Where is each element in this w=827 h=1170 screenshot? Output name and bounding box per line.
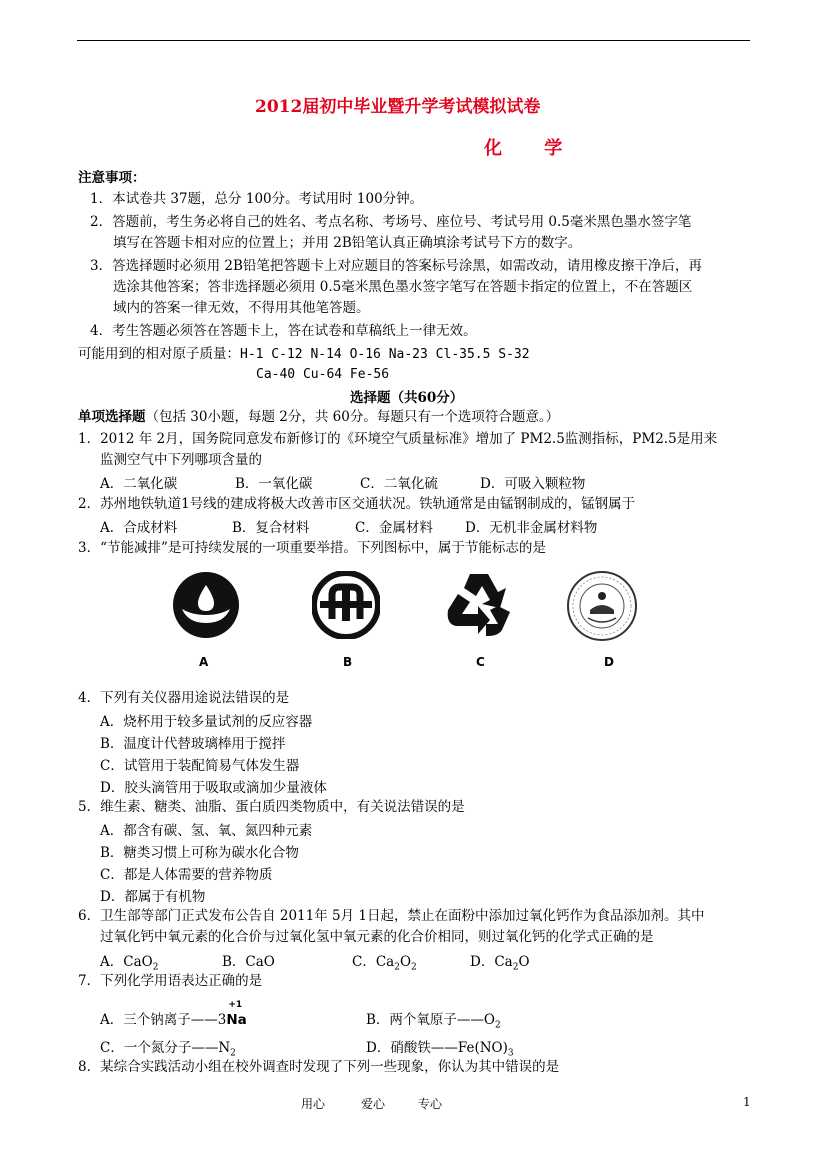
atomic-mass-line2: Ca-40 Cu-64 Fe-56 bbox=[256, 367, 390, 382]
footer-motto-3: 专心 bbox=[418, 1097, 443, 1111]
q6-option-d-sub: 2 bbox=[512, 962, 519, 973]
page-number: 1 bbox=[743, 1095, 751, 1109]
q2-option-a[interactable]: A．合成材料 bbox=[100, 520, 178, 536]
q2-stem: 2．苏州地铁轨道1号线的建成将极大改善市区交通状况。铁轨通常是由锰钢制成的，锰钢属于 bbox=[78, 496, 636, 512]
q7-option-a-charge: +1 bbox=[228, 1000, 243, 1010]
q2-option-b[interactable]: B．复合材料 bbox=[232, 520, 310, 536]
q6-stem: 6．卫生部等部门正式发布公告自 2011年 5月 1日起，禁止在面粉中添加过氧化钙作为食品添加剂。其中 bbox=[78, 908, 705, 924]
section-subtitle-rest: （包括 30小题，每题 2分，共 60分。每题只有一个选项符合题意。） bbox=[145, 409, 560, 425]
q4-option-a[interactable]: A．烧杯用于较多量试剂的反应容器 bbox=[100, 714, 313, 730]
q6-option-c-text: C．Ca bbox=[352, 954, 395, 970]
q7-stem: 7．下列化学用语表达正确的是 bbox=[78, 973, 263, 989]
footer-motto-1: 用心 bbox=[301, 1097, 326, 1111]
q7-option-a-text: A．三个钠离子——3 bbox=[100, 1012, 227, 1028]
q6-option-a[interactable] bbox=[100, 950, 158, 973]
q6-option-a-sub: 2 bbox=[152, 962, 159, 973]
footer-motto-2: 爱心 bbox=[361, 1097, 386, 1111]
q2-option-d[interactable]: D．无机非金属材料物 bbox=[465, 520, 598, 536]
q5-option-b[interactable]: B．糖类习惯上可称为碳水化合物 bbox=[100, 845, 299, 861]
q5-option-c[interactable]: C．都是人体需要的营养物质 bbox=[100, 867, 273, 883]
notice-item-1: 1．本试卷共 37题，总分 100分。考试用时 100分钟。 bbox=[90, 191, 424, 207]
recycle-logo-c[interactable] bbox=[440, 566, 518, 644]
q6-option-d-text: D．Ca bbox=[470, 954, 513, 970]
q7-option-b-text: B．两个氧原子——O bbox=[366, 1012, 495, 1028]
q5-option-a[interactable]: A．都含有碳、氢、氧、氮四种元素 bbox=[100, 823, 313, 839]
logo-label-c: C bbox=[476, 655, 485, 669]
notice-item-3: 3．答选择题时必须用 2B铅笔把答题卡上对应题目的答案标号涂黑，如需改动，请用橡皮擦干净后，再 bbox=[90, 258, 702, 274]
q4-option-b[interactable]: B．温度计代替玻璃棒用于搅拌 bbox=[100, 736, 286, 752]
q6-option-c-tail: O bbox=[399, 954, 412, 970]
section-subtitle-bold: 单项选择题 bbox=[78, 409, 146, 425]
q7-option-d-sub: 3 bbox=[507, 1048, 514, 1059]
environmental-label-logo-d[interactable] bbox=[566, 570, 638, 642]
q6-option-b[interactable] bbox=[222, 950, 275, 970]
atomic-mass-caption: 可能用到的相对原子质量： bbox=[78, 346, 240, 362]
q7-option-c[interactable] bbox=[100, 1036, 236, 1059]
q1-stem: 1．2012 年 2月，国务院同意发布新修订的《环境空气质量标准》增加了 PM2.5监测指标，PM2.5是用来 bbox=[78, 431, 718, 447]
q7-option-b[interactable] bbox=[366, 1008, 501, 1031]
q7-option-c-sub: 2 bbox=[230, 1048, 236, 1059]
q6-option-d-tail: O bbox=[518, 954, 530, 970]
notice-item-4: 4．考生答题必须答在答题卡上，答在试卷和草稿纸上一律无效。 bbox=[90, 323, 477, 339]
q7-option-a[interactable] bbox=[100, 1000, 247, 1028]
q7-option-a-symbol bbox=[226, 1000, 247, 1028]
q4-option-c[interactable]: C．试管用于装配简易气体发生器 bbox=[100, 758, 300, 774]
q1-option-c[interactable]: C．二氧化硫 bbox=[360, 476, 438, 492]
notice-item-3-cont: 选涂其他答案；答非选择题必须用 0.5毫米黑色墨水签字笔写在答题卡指定的位置上，不在答题区 bbox=[113, 279, 693, 295]
page-title: 2012届初中毕业暨升学考试模拟试卷 bbox=[255, 97, 541, 117]
q6-option-d[interactable] bbox=[470, 950, 530, 973]
notice-item-3-cont2: 域内的答案一律无效，不得用其他笔答题。 bbox=[113, 300, 370, 316]
logo-label-d: D bbox=[604, 655, 614, 669]
water-saving-logo-a[interactable] bbox=[172, 571, 240, 639]
notice-heading: 注意事项： bbox=[78, 170, 146, 186]
notice-item-2-cont: 填写在答题卡相对应的位置上；并用 2B铅笔认真正确填涂考试号下方的数字。 bbox=[113, 235, 582, 251]
q7-option-c-text: C．一个氮分子——N bbox=[100, 1040, 231, 1056]
notice-item-2: 2．答题前，考生务必将自己的姓名、考点名称、考场号、座位号、考试号用 0.5毫米黑色墨水签字笔 bbox=[90, 214, 692, 230]
section-subtitle bbox=[78, 407, 559, 428]
atomic-mass-label bbox=[78, 344, 530, 365]
q5-stem: 5．维生素、糖类、油脂、蛋白质四类物质中，有关说法错误的是 bbox=[78, 799, 465, 815]
q8-stem: 8．某综合实践活动小组在校外调查时发现了下列一些现象，你认为其中错误的是 bbox=[78, 1059, 560, 1075]
q1-option-d[interactable]: D．可吸入颗粒物 bbox=[480, 476, 586, 492]
q4-option-d[interactable]: D．胶头滴管用于吸取或滴加少量液体 bbox=[100, 780, 327, 796]
q7-option-d[interactable] bbox=[366, 1036, 514, 1059]
q1-option-b[interactable]: B．一氧化碳 bbox=[235, 476, 313, 492]
logo-label-b: B bbox=[343, 655, 353, 669]
q7-option-d-text: D．硝酸铁——Fe(NO) bbox=[366, 1040, 508, 1056]
q6-option-c[interactable] bbox=[352, 950, 417, 973]
top-rule bbox=[77, 40, 750, 41]
q6-option-b-text: B．CaO bbox=[222, 954, 275, 970]
q5-option-d[interactable]: D．都属于有机物 bbox=[100, 889, 206, 905]
q6-option-c-sub: 2 bbox=[394, 962, 400, 973]
q1-stem-cont: 监测空气中下列哪项含量的 bbox=[100, 452, 262, 468]
q7-option-a-symbol-text: Na bbox=[226, 1012, 247, 1028]
q7-option-b-sub: 2 bbox=[495, 1020, 501, 1031]
atomic-mass-line1: H-1 C-12 N-14 O-16 Na-23 Cl-35.5 S-32 bbox=[240, 347, 530, 362]
q1-option-a[interactable]: A．二氧化碳 bbox=[100, 476, 178, 492]
q4-stem: 4．下列有关仪器用途说法错误的是 bbox=[78, 690, 290, 706]
section-title: 选择题（共60分） bbox=[350, 390, 464, 406]
q3-stem: 3．“节能减排”是可持续发展的一项重要举措。下列图标中，属于节能标志的是 bbox=[78, 540, 546, 556]
logo-label-a: A bbox=[199, 655, 209, 669]
q2-option-c[interactable]: C．金属材料 bbox=[355, 520, 433, 536]
energy-saving-logo-b[interactable] bbox=[312, 571, 380, 639]
q6-option-c-sub2: 2 bbox=[411, 962, 417, 973]
q6-option-a-text: A．CaO bbox=[100, 954, 153, 970]
subject-title: 化 学 bbox=[484, 138, 581, 159]
q6-stem-cont: 过氧化钙中氧元素的化合价与过氧化氢中氧元素的化合价相同，则过氧化钙的化学式正确的是 bbox=[100, 929, 654, 945]
